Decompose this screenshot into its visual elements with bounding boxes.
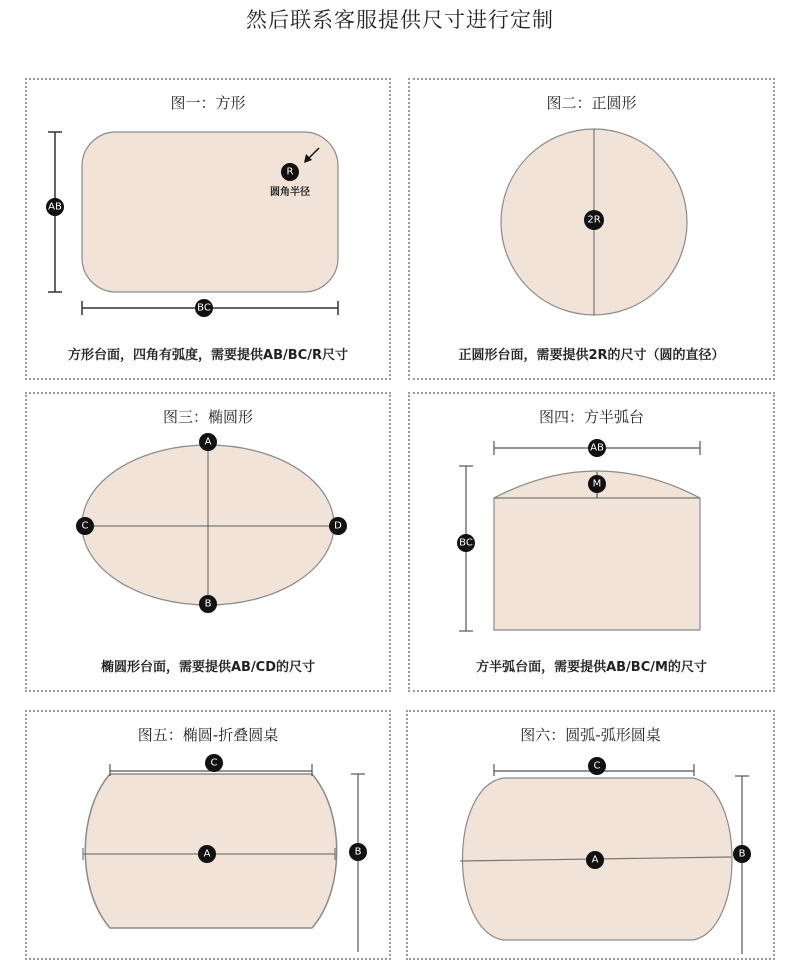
panel-ellipse-folding xyxy=(25,710,391,960)
bc-label: BC xyxy=(459,537,473,549)
panel-arc-table xyxy=(406,710,775,960)
panel-square xyxy=(25,78,391,380)
square-diagram xyxy=(27,80,393,382)
r-note: 圆角半径 xyxy=(270,187,310,198)
panel-caption: 椭圆形台面，需要提供AB/CD的尺寸 xyxy=(100,660,316,675)
half-arc-diagram xyxy=(410,394,777,694)
panel-caption: 方形台面，四角有弧度，需要提供AB/BC/R尺寸 xyxy=(68,348,348,363)
page-title: 然后联系客服提供尺寸进行定制 xyxy=(246,8,554,32)
d-label: D xyxy=(334,520,342,532)
panel-half-arc xyxy=(408,392,775,692)
diameter-label: 2R xyxy=(587,214,601,226)
circle-diagram xyxy=(410,80,777,382)
bc-label: BC xyxy=(197,302,211,314)
b-label: B xyxy=(738,848,746,860)
square-table-shape xyxy=(82,132,338,292)
panel-caption: 正圆形台面，需要提供2R的尺寸（圆的直径） xyxy=(458,348,725,363)
a-label: A xyxy=(204,436,212,448)
panel-title: 图五：椭圆-折叠圆桌 xyxy=(137,726,279,744)
ellipse-diagram xyxy=(27,394,393,694)
c-label: C xyxy=(593,760,601,772)
b-label: B xyxy=(204,598,212,610)
c-label: C xyxy=(81,520,89,532)
ab-label: AB xyxy=(590,442,604,454)
b-label: B xyxy=(354,846,362,858)
panel-title: 图二：正圆形 xyxy=(546,94,637,112)
panel-ellipse xyxy=(25,392,391,692)
ab-label: AB xyxy=(48,201,62,213)
c-label: C xyxy=(210,757,218,769)
panel-title: 图六：圆弧-弧形圆桌 xyxy=(520,726,661,744)
r-label: R xyxy=(286,166,294,178)
a-label: A xyxy=(591,854,599,866)
panel-title: 图四：方半弧台 xyxy=(538,408,644,426)
panel-title: 图三：椭圆形 xyxy=(162,408,253,426)
arc-table-diagram xyxy=(408,712,777,962)
panel-circle xyxy=(408,78,775,380)
m-label: M xyxy=(592,478,602,490)
panel-title: 图一：方形 xyxy=(170,94,246,112)
panel-caption: 方半弧台面，需要提供AB/BC/M的尺寸 xyxy=(476,660,707,675)
ellipse-folding-diagram xyxy=(27,712,393,962)
a-label: A xyxy=(203,848,211,860)
